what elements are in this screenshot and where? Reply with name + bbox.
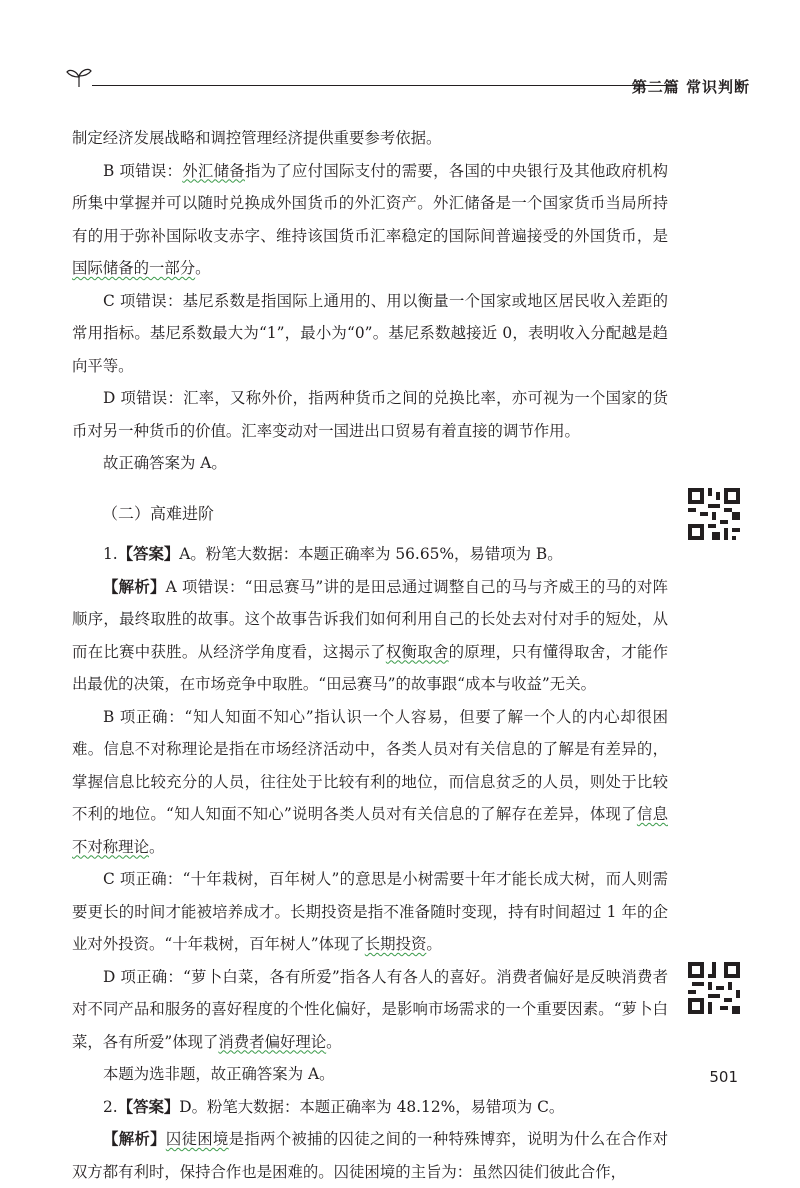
q1-conclusion: 本题为选非题，故正确答案为 A。	[103, 1065, 335, 1083]
section-heading: （二）高难进阶	[102, 503, 215, 523]
qr-code-icon	[688, 962, 740, 1014]
paragraph-answer: 故正确答案为 A。	[103, 454, 227, 472]
paragraph-option-d: D 项错误：汇率，又称外价，指两种货币之间的兑换比率，亦可视为一个国家的货币对另一种货币的价值。汇率变动对一国进出口贸易有着直接的调节作用。	[72, 389, 668, 440]
q1-analysis-c: C 项正确：“十年栽树，百年树人”的意思是小树需要十年才能长成大树，而人则需要更长的时间才能被培养成才。长期投资是指不准备随时变现，持有时间超过 1 年的企业对外投资。“十年栽树，百年树人”体现了长期投资。	[72, 870, 668, 953]
sprout-icon	[66, 66, 92, 88]
q1-answer: 1.【答案】A。粉笔大数据：本题正确率为 56.65%，易错项为 B。	[103, 545, 563, 563]
qr-code-icon	[688, 488, 740, 540]
page-number: 501	[709, 1068, 738, 1086]
q2-analysis: 【解析】囚徒困境是指两个被捕的囚徒之间的一种特殊博弈，说明为什么在合作对双方都有利时，保持合作也是困难的。囚徒困境的主旨为：虽然囚徒们彼此合作，	[72, 1130, 668, 1181]
q1-analysis-d: D 项正确：“萝卜白菜，各有所爱”指各人有各人的喜好。消费者偏好是反映消费者对不同产品和服务的喜好程度的个性化偏好，是影响市场需求的一个重要因素。“萝卜白菜，各有所爱”体现了消费者偏好理论。	[72, 967, 668, 1051]
page-content	[72, 122, 668, 1188]
paragraph-option-b: B 项错误：外汇储备指为了应付国际支付的需要，各国的中央银行及其他政府机构所集中掌握并可以随时兑换成外国货币的外汇资产。外汇储备是一个国家货币当局所持有的用于弥补国际收支赤字、维持该国货币汇率稳定的国际间普遍接受的外国货币，是国际储备的一部分。	[72, 161, 668, 277]
q1-analysis-a: 【解析】A 项错误：“田忌赛马”讲的是田忌通过调整自己的马与齐威王的马的对阵顺序，最终取胜的故事。这个故事告诉我们如何利用自己的长处去对付对手的短处，从而在比赛中获胜。从经济学角度看，这揭示了权衡取舍的原理，只有懂得取舍，才能作出最优的决策，在市场竞争中取胜。“田忌赛马”的故事跟“成本与收益”无关。	[72, 577, 668, 693]
paragraph-option-c: C 项错误：基尼系数是指国际上通用的、用以衡量一个国家或地区居民收入差距的常用指标。基尼系数最大为“1”，最小为“0”。基尼系数越接近 0，表明收入分配越是趋向平等。	[72, 291, 668, 375]
q2-answer: 2.【答案】D。粉笔大数据：本题正确率为 48.12%，易错项为 C。	[103, 1097, 565, 1116]
chapter-title: 第二篇 常识判断	[631, 78, 750, 96]
q1-analysis-b: B 项正确：“知人知面不知心”指认识一个人容易，但要了解一个人的内心却很困难。信息不对称理论是指在市场经济活动中，各类人员对有关信息的了解是有差异的，掌握信息比较充分的人员，往往处于比较有利的地位，而信息贫乏的人员，则处于比较不利的地位。“知人知面不知心”说明各类人员对有关信息的了解存在差异，体现了信息不对称理论。	[72, 707, 668, 856]
header-rule	[92, 85, 676, 86]
page-header	[60, 58, 750, 98]
paragraph-continued: 制定经济发展战略和调控管理经济提供重要参考依据。	[72, 129, 442, 147]
